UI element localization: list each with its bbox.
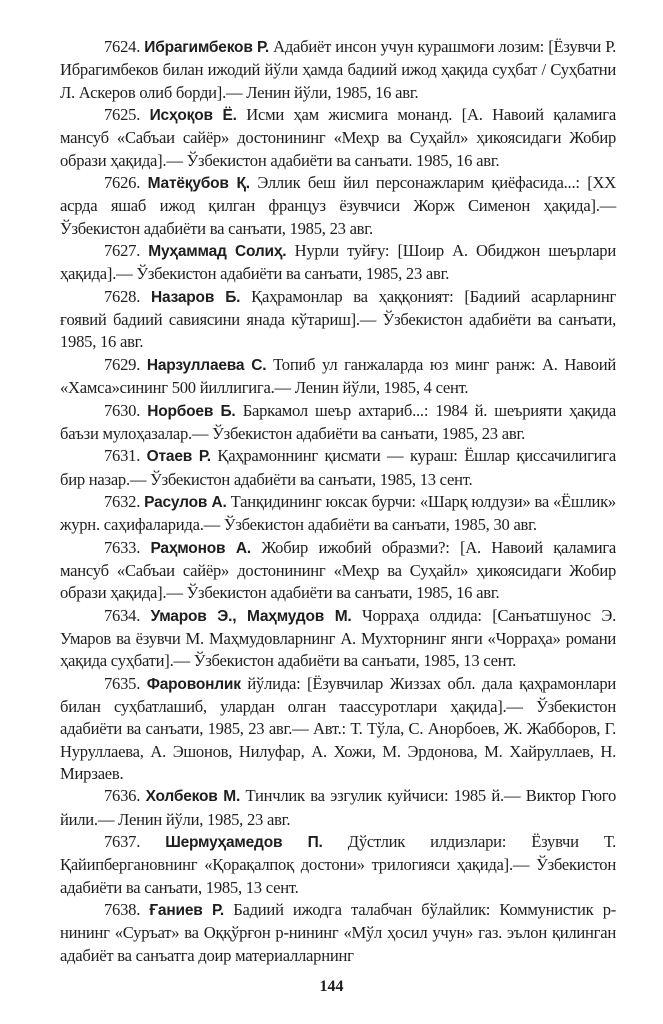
entry-number: 7635. — [104, 673, 141, 693]
entry-author: Нарзуллаева С. — [146, 356, 267, 374]
entry-number: 7627. — [104, 241, 141, 261]
entry-text: Топиб ул ганжаларда юз минг ранж: А. Навоий «Хамса»сининг 500 йиллигига.— Ленин йўли, 1985, 4 сент. — [60, 354, 617, 398]
entry-author: Муҳаммад Солиҳ. — [148, 243, 287, 261]
entry-number: 7626. — [104, 173, 141, 193]
entry-text: Бадиий ижодга талабчан бўлайлик: Коммунистик р-нининг «Суръат» ва Оққўрғон р-нининг «Мўл ҳосил учун» газ. эълон қилинган адабиёт ва санъатга доир материалларнинг — [60, 900, 617, 965]
entry-number: 7636. — [104, 786, 141, 806]
entry-author: Фаровонлик — [146, 675, 241, 693]
entry-author: Норбоев Б. — [147, 402, 236, 420]
page-number: 144 — [319, 978, 344, 995]
entry-number: 7630. — [104, 400, 141, 420]
entry-text: Жобир ижобий образми?: [А. Навоий қаламига мансуб «Сабъаи сайёр» достонининг «Меҳр ва Суҳайл» ҳикоясидаги Жобир образи ҳақида].— Ўзбекистон адабиёти ва санъати, 1985, 16 авг. — [60, 537, 616, 603]
entry-author: Отаев Р. — [146, 448, 211, 466]
entry-author: Шермуҳамедов П. — [165, 834, 323, 852]
bibliography-entry — [60, 673, 616, 786]
entry-text: Исми ҳам жисмига монанд. [А. Навоий қаламига мансуб «Сабъаи сайёр» достонининг «Меҳр ва Суҳайл» ҳикоясидаги Жобир образи ҳақида].— Ўзбекистон адабиёти ва санъати. 1985, 16 авг. — [60, 105, 616, 170]
entry-number: 7628. — [104, 286, 141, 306]
bibliography-entry — [60, 537, 616, 605]
entry-text: Танқидининг юксак бурчи: «Шарқ юлдузи» ва «Ёшлик» журн. саҳифаларида.— Ўзбекистон адабиёти ва санъати, 1985, 30 авг. — [60, 491, 616, 535]
entry-number: 7634. — [104, 605, 141, 625]
entry-author: Ибрагимбеков Р. — [144, 39, 269, 56]
entry-text: Қаҳрамонлар ва ҳаққоният: [Бадиий асарларнинг ғоявий бадиий савиясини янада кўтариш].— Ўзбекистон адабиёти ва санъати, 1985, 16 авг. — [60, 286, 616, 352]
entry-author: Холбеков М. — [145, 788, 241, 806]
bibliography-entry — [60, 445, 616, 491]
bibliography-entry — [60, 491, 616, 537]
bibliography-entry — [60, 831, 616, 899]
entry-text: Адабиёт инсон учун курашмоғи лозим: [Ёзувчи Р. Ибрагимбеков билан ижодий йўли ҳамда бадиий ижод ҳақида суҳбат / Суҳбатни Л. Аскеров олиб борди].— Ленин йўли, 1985, 16 авг. — [60, 37, 617, 102]
entry-text: Қаҳрамоннинг қисмати — кураш: Ёшлар қиссачилигига бир назар.— Ўзбекистон адабиёти ва санъати, 1985, 13 сент. — [60, 446, 616, 489]
bibliography-entry — [60, 354, 616, 400]
entry-author: Назаров Б. — [150, 288, 241, 306]
entry-number: 7632. — [104, 491, 141, 511]
bibliography-entry — [60, 240, 616, 286]
entry-number: 7637. — [104, 832, 141, 852]
entry-text: йўлида: [Ёзувчилар Жиззах обл. дала қаҳрамонлари билан суҳбатлашиб, улардан олган таассуротлари ҳақида].— Ўзбекистон адабиёти ва санъати, 1985, 23 авг.— Авт.: Т. Тўла, С. Анорбоев, Ж. Жабборов, Г. Нуруллаева, А. Эшонов, Нилуфар, А. Хожи, М. Эрдонова, М. Хайруллаев, Н. Мирзаев. — [60, 673, 617, 783]
entry-text: Дўстлик илдизлари: Ёзувчи Т. Қайипбергановнинг «Қорақалпоқ достони» трилогияси ҳақида].— Ўзбекистон адабиёти ва санъати, 1985, 13 сент. — [60, 832, 616, 897]
entry-author: Расулов А. — [144, 493, 227, 511]
bibliography-entry — [60, 286, 616, 354]
entry-number: 7633. — [104, 537, 141, 557]
entry-number: 7638. — [104, 900, 141, 920]
bibliography-entry — [60, 605, 616, 673]
entry-number: 7625. — [104, 105, 141, 125]
entry-number: 7631. — [104, 446, 141, 466]
bibliography-entry — [60, 104, 616, 172]
bibliography-entry — [60, 172, 616, 240]
entry-text: Тинчлик ва эзгулик куйчиси: 1985 й.— Виктор Гюго йили.— Ленин йўли, 1985, 23 авг. — [60, 786, 616, 829]
entry-author: Умаров Э., Маҳмудов М. — [150, 607, 352, 625]
entry-author: Исҳоқов Ё. — [149, 107, 237, 125]
bibliography-entry — [60, 400, 616, 446]
entry-text: Чорраҳа олдида: [Санъатшунос Э. Умаров ва ёзувчи М. Маҳмудовларнинг А. Мухторнинг янги «Чорраҳа» романи ҳақида суҳбати].— Ўзбекистон адабиёти ва санъати, 1985, 13 сент. — [60, 605, 616, 671]
entry-text: Нурли туйғу: [Шоир А. Обиджон шеърлари ҳақида].— Ўзбекистон адабиёти ва санъати, 1985, 23 авг. — [60, 241, 616, 284]
entry-text: Баркамол шеър ахтариб...: 1984 й. шеърияти ҳақида баъзи мулоҳазалар.— Ўзбекистон адабиёти ва санъати, 1985, 23 авг. — [60, 400, 616, 443]
bibliography-entry — [60, 899, 616, 967]
entry-author: Матёқубов Қ. — [147, 175, 250, 193]
entry-text: Эллик беш йил персонажларим қиёфасида...: [XX асрда яшаб ижод қилган француз ёзувчиси Жорж Сименон ҳақида].— Ўзбекистон адабиёти ва санъати, 1985, 23 авг. — [60, 173, 616, 238]
entry-number: 7629. — [104, 354, 141, 374]
bibliography-entry — [60, 785, 616, 831]
entry-author: Ғаниев Р. — [149, 902, 224, 920]
bibliography-entry — [60, 36, 616, 104]
bibliography-list — [60, 36, 616, 967]
entry-author: Раҳмонов А. — [150, 539, 252, 557]
entry-number: 7624. — [104, 37, 141, 56]
